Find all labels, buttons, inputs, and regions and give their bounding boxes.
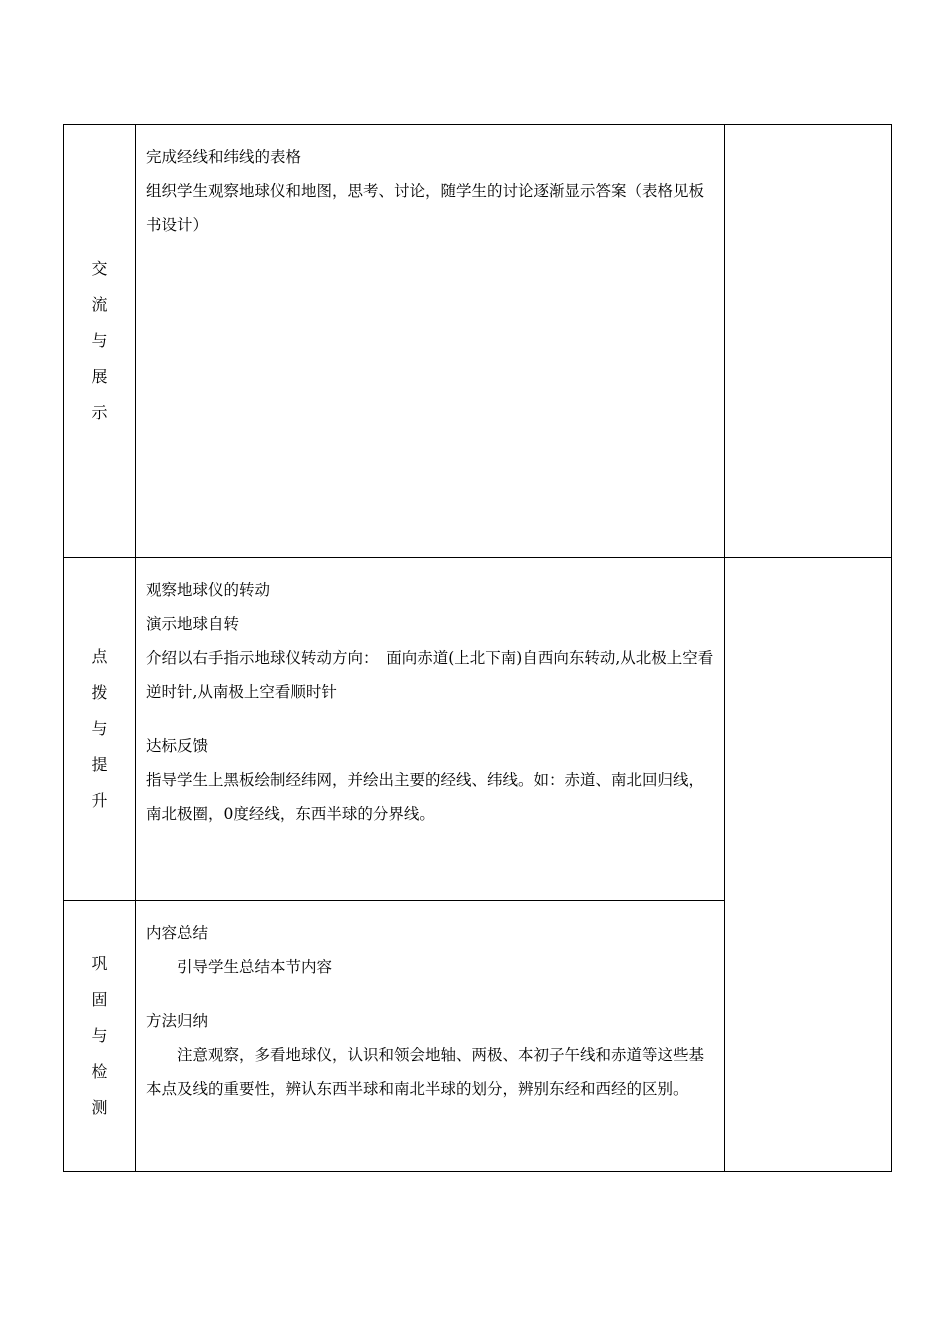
row-label: [64, 639, 135, 819]
row-label-char: 升: [91, 791, 108, 810]
table-row: [64, 558, 892, 901]
paragraph: 介绍以右手指示地球仪转动方向： 面向赤道(上北下南)自西向东转动,从北极上空看逆时针,从南极上空看顺时针: [146, 649, 714, 701]
paragraph: 完成经线和纬线的表格: [146, 148, 302, 166]
content-cell: [136, 125, 725, 558]
notes-cell: [725, 558, 892, 1172]
row-label-char: 巩: [91, 954, 108, 973]
paragraph: 指导学生上黑板绘制经纬网，并绘出主要的经线、纬线。如：赤道、南北回归线，南北极圈，0度经线，东西半球的分界线。: [146, 771, 705, 823]
paragraph: 组织学生观察地球仪和地图，思考、讨论，随学生的讨论逐渐显示答案（表格见板书设计）: [146, 182, 705, 234]
row-label: [64, 946, 135, 1126]
paragraph: 演示地球自转: [146, 615, 240, 633]
paragraph: 观察地球仪的转动: [146, 581, 271, 599]
row-label-char: 提: [91, 755, 108, 774]
row-label-cell: [64, 125, 136, 558]
row-label-char: 流: [91, 295, 108, 314]
lesson-plan-table: [63, 124, 892, 1172]
row-label-char: 拨: [91, 683, 108, 702]
row-label-char: 交: [91, 259, 108, 278]
spacer: [146, 709, 716, 729]
content-text: [136, 558, 724, 831]
paragraph: 内容总结: [146, 924, 209, 942]
row-label-char: 检: [91, 1062, 108, 1081]
paragraph: 引导学生总结本节内容: [177, 958, 333, 976]
table-row: [64, 125, 892, 558]
content-text: [136, 125, 724, 242]
row-label-cell: [64, 901, 136, 1172]
row-label-char: 与: [91, 331, 108, 350]
content-cell: [136, 901, 725, 1172]
row-label-char: 固: [91, 990, 108, 1009]
paragraph: 达标反馈: [146, 737, 209, 755]
row-label-cell: [64, 558, 136, 901]
spacer: [146, 984, 716, 1004]
row-label-char: 与: [91, 719, 108, 738]
row-label-char: 示: [91, 403, 108, 422]
notes-cell: [725, 125, 892, 558]
paragraph: 注意观察，多看地球仪，认识和领会地轴、两极、本初子午线和赤道等这些基本点及线的重要性，辨认东西半球和南北半球的划分，辨别东经和西经的区别。: [146, 1046, 705, 1098]
row-label-char: 与: [91, 1026, 108, 1045]
row-label-char: 点: [91, 647, 108, 666]
row-label: [64, 251, 135, 431]
row-label-char: 测: [91, 1098, 108, 1117]
paragraph: 方法归纳: [146, 1012, 209, 1030]
row-label-char: 展: [91, 367, 108, 386]
content-text: [136, 901, 724, 1106]
content-cell: [136, 558, 725, 901]
